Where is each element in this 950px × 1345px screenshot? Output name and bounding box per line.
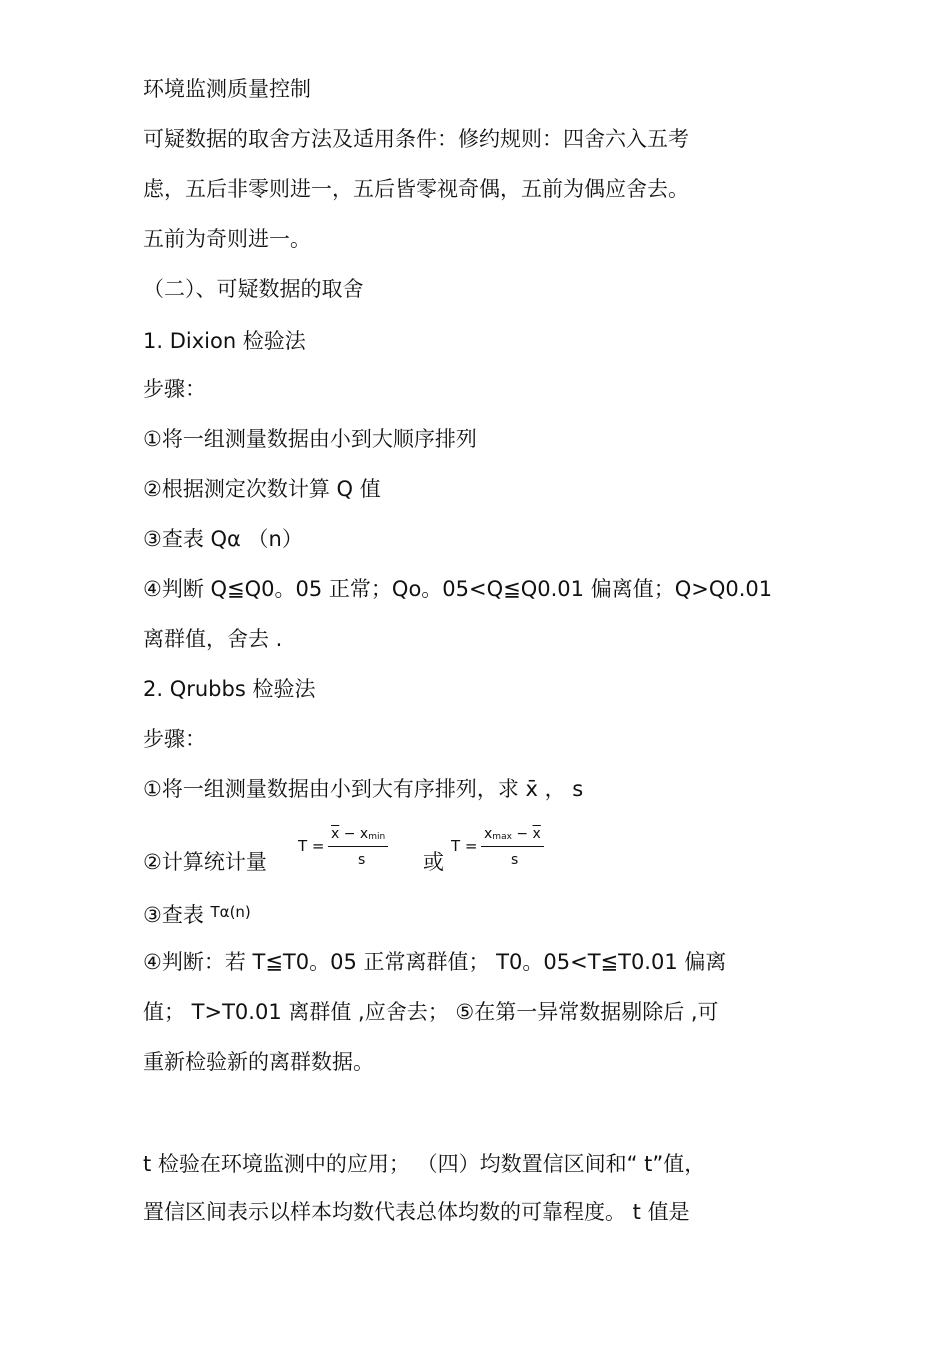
step-item: ④判断：若 T≦T0。05 正常离群值； T0。05<T≦T0.01 偏离 (143, 950, 727, 974)
section-heading: （二）、可疑数据的取舍 (143, 277, 364, 301)
step-item: ②计算统计量 (143, 850, 267, 874)
step-item: ①将一组测量数据由小到大顺序排列 (143, 427, 477, 451)
formula-numerator (481, 826, 544, 847)
step-item: ②根据测定次数计算 Q 值 (143, 477, 381, 501)
text-line: t 检验在环境监测中的应用； （四）均数置信区间和“ t”值， (143, 1152, 706, 1176)
step-item: ③查表 Qα （n） (143, 527, 303, 551)
doc-title: 环境监测质量控制 (143, 77, 311, 101)
formula-denominator: s (511, 852, 519, 868)
text-line: 步骤： (143, 727, 206, 751)
subsection-heading: 1. Dixion 检验法 (143, 329, 306, 353)
formula-lhs: T = (451, 837, 478, 855)
formula-lhs: T = (298, 837, 325, 855)
text-line: 可疑数据的取舍方法及适用条件：修约规则：四舍六入五考 (143, 127, 689, 151)
num-part: − x (339, 826, 369, 842)
text-line: 步骤： (143, 377, 206, 401)
text-line: 五前为奇则进一。 (143, 227, 311, 251)
step-item (143, 898, 251, 929)
subscript: max (492, 832, 512, 842)
text-line: 虑，五后非零则进一，五后皆零视奇偶，五前为偶应舍去。 (143, 177, 689, 201)
subscript: min (368, 832, 386, 842)
num-part: − (511, 826, 533, 842)
step-item: ①将一组测量数据由小到大有序排列，求 x̄ ， s (143, 777, 584, 801)
step-item: ④判断 Q≦Q0。05 正常；Qo。05<Q≦Q0.01 偏离值；Q>Q0.01 (143, 577, 773, 601)
subsection-heading: 2. Qrubbs 检验法 (143, 677, 316, 701)
formula-t-min (298, 822, 398, 872)
formula-numerator (328, 826, 388, 847)
formula-denominator: s (358, 852, 366, 868)
t-alpha-symbol: Tα(n) (210, 903, 251, 921)
or-text: 或 (423, 850, 444, 874)
text-line: 离群值，舍去 . (143, 627, 283, 651)
num-part: x (484, 826, 493, 842)
text-line: 置信区间表示以样本均数代表总体均数的可靠程度。 t 值是 (143, 1200, 690, 1224)
x-bar: $\overline{x}$ (331, 826, 340, 842)
x-bar: $\overline{x}$ (532, 826, 541, 842)
formula-t-max (451, 822, 561, 872)
formula-line (143, 822, 843, 882)
text-line: 重新检验新的离群数据。 (143, 1050, 374, 1074)
text-line: 值； T>T0.01 离群值 ,应舍去； ⑤在第一异常数据剔除后 ,可 (143, 1000, 719, 1024)
lookup-prefix: ③查表 (143, 903, 211, 927)
